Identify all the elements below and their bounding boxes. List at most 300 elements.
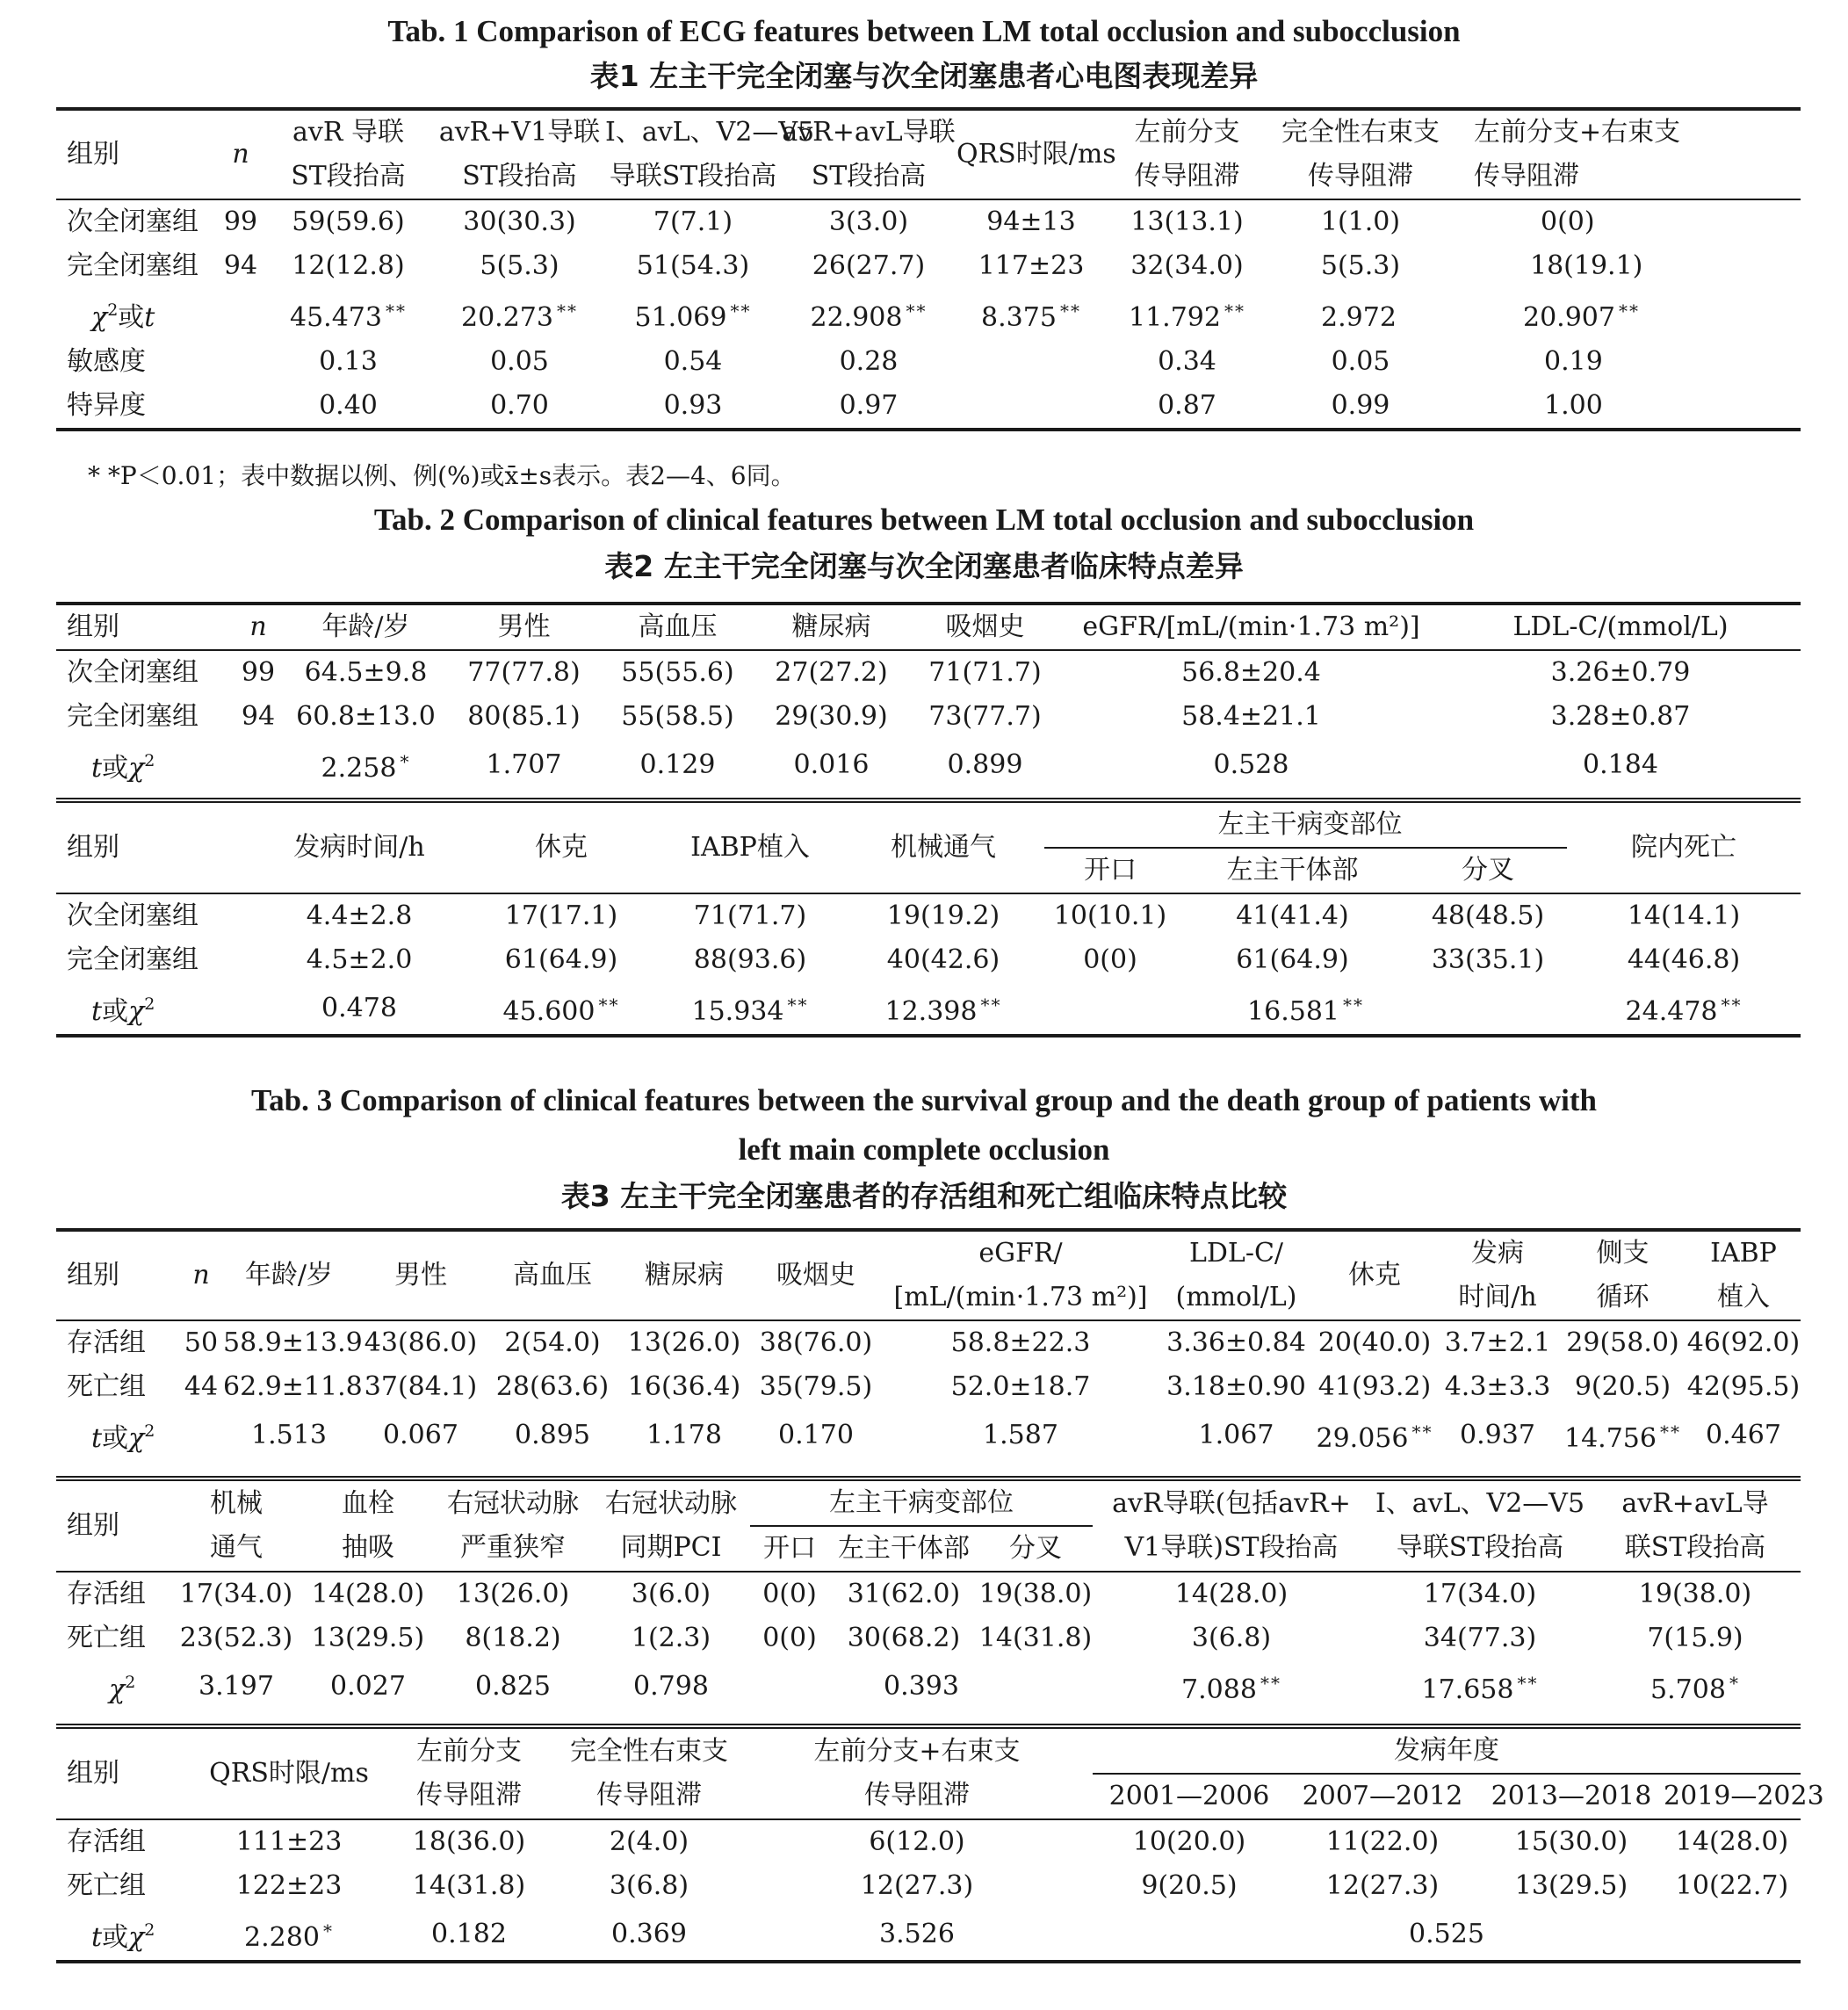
- cell: 9(20.5): [1141, 1870, 1238, 1901]
- header-cell: 男性: [355, 1230, 487, 1320]
- cell: 1.587: [983, 1419, 1058, 1450]
- header-cell: 发病时间/h: [254, 800, 465, 893]
- cell: 0.19: [1544, 346, 1603, 377]
- header-cell: 组别: [56, 800, 254, 893]
- cell: 3(6.0): [631, 1579, 711, 1609]
- row-label: 死亡组: [67, 1623, 146, 1653]
- cell: 0.895: [515, 1419, 590, 1450]
- cell: 17(34.0): [179, 1579, 293, 1609]
- header-cell: 组别: [56, 1230, 179, 1320]
- cell: 58.9±13.9: [223, 1327, 363, 1358]
- cell: 40(42.6): [886, 944, 1000, 975]
- cell: 0(0): [762, 1623, 817, 1653]
- cell: 3.36±0.84: [1166, 1327, 1306, 1358]
- row-label: t或$\chi^2$: [91, 1421, 155, 1454]
- header-cell: 糖尿病: [618, 1230, 750, 1320]
- cell: 0.05: [1331, 346, 1390, 377]
- cell: 2(54.0): [504, 1327, 601, 1358]
- header-cell: 休克: [465, 800, 658, 893]
- cell: 10(10.1): [1053, 900, 1167, 931]
- cell: 1.707: [486, 748, 562, 780]
- cell: 71(71.7): [928, 657, 1042, 688]
- header-cell: LDL-C/ (mmol/L): [1159, 1230, 1313, 1320]
- cell: 5(5.3): [480, 250, 559, 281]
- cell: 1(2.3): [631, 1623, 711, 1653]
- cell: [219, 384, 263, 430]
- cell: 14(31.8): [412, 1870, 526, 1901]
- cell: 10(22.7): [1675, 1870, 1789, 1901]
- row-label: 完全闭塞组: [67, 250, 199, 281]
- cell: 13(26.0): [627, 1327, 741, 1358]
- cell: 64.5±9.8: [304, 657, 428, 688]
- table-row: [56, 384, 1801, 430]
- cell: 44: [184, 1371, 219, 1402]
- cell: 3.197: [199, 1670, 274, 1702]
- header-cell: 分叉: [978, 1526, 1093, 1572]
- cell: 51.069 **: [634, 300, 752, 333]
- cell: 15.934 **: [658, 982, 842, 1036]
- cell: 0.28: [839, 346, 899, 377]
- cell: 7(15.9): [1647, 1623, 1743, 1653]
- cell: 16.581 **: [1044, 982, 1567, 1036]
- cell: 14(28.0): [1675, 1826, 1789, 1857]
- table-row: [56, 244, 1801, 288]
- table3-caption-en-2: left main complete occlusion: [738, 1132, 1110, 1167]
- cell: 111±23: [235, 1826, 343, 1857]
- row-label: 完全闭塞组: [67, 701, 199, 732]
- cell: 8(18.2): [465, 1623, 561, 1653]
- table-row: [56, 199, 1801, 244]
- cell: 15(30.0): [1514, 1826, 1628, 1857]
- header-cell: 血栓 抽吸: [302, 1479, 434, 1572]
- cell: 7(7.1): [653, 206, 733, 237]
- header-cell: eGFR/[mL/(min·1.73 m²)]: [1062, 604, 1440, 650]
- cell: 2(4.0): [609, 1826, 689, 1857]
- cell: 28(63.6): [495, 1371, 610, 1402]
- cell: [179, 1409, 223, 1461]
- cell: 2.258 *: [321, 750, 411, 784]
- cell: 0.129: [639, 748, 716, 780]
- cell: 17.658 **: [1421, 1672, 1539, 1705]
- header-cell: 右冠状动脉 同期PCI: [592, 1479, 750, 1572]
- header-cell: 2007—2012: [1286, 1774, 1479, 1819]
- table-row-stat: [56, 1660, 1801, 1712]
- table1-header-col: Ⅰ、avL、V2—V5 导联ST段抬高: [605, 109, 781, 199]
- cell: 4.3±3.3: [1444, 1371, 1551, 1402]
- cell: 24.478 **: [1567, 982, 1801, 1036]
- cell: 3.26±0.79: [1550, 657, 1691, 688]
- cell: 23(52.3): [179, 1623, 293, 1653]
- cell: 41(93.2): [1317, 1371, 1432, 1402]
- cell: 19(19.2): [886, 900, 1000, 931]
- cell: 30(30.3): [463, 206, 576, 237]
- cell: 0.393: [884, 1670, 959, 1702]
- cell: 44(46.8): [1627, 944, 1741, 975]
- cell: 0.87: [1106, 384, 1268, 430]
- cell: 0(0): [1083, 944, 1137, 975]
- table3-part-c: [56, 1724, 1824, 1963]
- table-row: [56, 938, 1801, 982]
- header-cell: 左前分支+右束支 传导阻滞: [741, 1726, 1093, 1819]
- cell: 0.478: [254, 982, 465, 1036]
- header-cell: 组别: [56, 1479, 170, 1572]
- cell: 0(0): [762, 1579, 817, 1609]
- cell: 3(6.8): [609, 1870, 689, 1901]
- cell: 32(34.0): [1130, 250, 1244, 281]
- header-cell: eGFR/ [mL/(min·1.73 m²)]: [882, 1230, 1159, 1320]
- header-cell: LDL-C/(mmol/L): [1440, 604, 1801, 650]
- table3a-header-row: [56, 1230, 1801, 1320]
- header-cell: n: [179, 1230, 223, 1320]
- cell: 46(92.0): [1686, 1327, 1801, 1358]
- cell: 1.178: [646, 1419, 722, 1450]
- header-cell: IABP 植入: [1686, 1230, 1801, 1320]
- table-row: [56, 340, 1801, 384]
- cell: 55(55.6): [621, 657, 734, 688]
- table3-caption-cn: 表3 左主干完全闭塞患者的存活组和死亡组临床特点比较: [560, 1179, 1288, 1213]
- cell: 52.0±18.7: [950, 1371, 1091, 1402]
- cell: 45.473 **: [290, 300, 407, 333]
- cell: 0.93: [605, 384, 781, 430]
- cell: 7.088 **: [1181, 1672, 1281, 1705]
- table2-caption-cn: 表2 左主干完全闭塞与次全闭塞患者临床特点差异: [604, 549, 1244, 583]
- cell: 0.184: [1583, 748, 1658, 780]
- cell: 0.170: [778, 1419, 854, 1450]
- cell: 9(20.5): [1574, 1371, 1671, 1402]
- cell: 1(1.0): [1320, 206, 1401, 237]
- header-cell: 男性: [447, 604, 601, 650]
- cell: 62.9±11.8: [223, 1371, 363, 1402]
- header-cell: n: [232, 604, 285, 650]
- cell: 19(38.0): [978, 1579, 1093, 1609]
- header-cell: avR+avL导 联ST段抬高: [1590, 1479, 1801, 1572]
- header-cell: 侧支 循环: [1559, 1230, 1686, 1320]
- header-cell: 机械 通气: [170, 1479, 302, 1572]
- row-label: 次全闭塞组: [67, 206, 199, 237]
- header-cell: 2019—2023: [1664, 1774, 1801, 1819]
- table1: [56, 107, 1801, 431]
- header-cell: 高血压: [487, 1230, 618, 1320]
- cell: 34(77.3): [1423, 1623, 1537, 1653]
- table2-caption-en: Tab. 2 Comparison of clinical features between LM total occlusion and subocclusion: [373, 502, 1475, 537]
- cell: 4.5±2.0: [306, 944, 413, 975]
- cell: 0.825: [475, 1670, 551, 1702]
- cell: 51(54.3): [636, 250, 750, 281]
- cell: 14(14.1): [1627, 900, 1741, 931]
- cell: 60.8±13.0: [296, 701, 436, 732]
- cell: 22.908 **: [810, 300, 928, 333]
- cell: 30(68.2): [847, 1623, 961, 1653]
- header-cell: 分叉: [1409, 848, 1567, 893]
- cell: 19(38.0): [1638, 1579, 1752, 1609]
- cell: 5.708 *: [1650, 1672, 1740, 1705]
- header-cell: 开口: [1044, 848, 1176, 893]
- table1-footnote: * *P＜0.01；表中数据以例、例(%)或x̄±s表示。表2—4、6同。: [88, 461, 796, 490]
- table1-caption-cn: 表1 左主干完全闭塞与次全闭塞患者心电图表现差异: [589, 59, 1259, 93]
- table1-header-col: 左前分支 传导阻滞: [1106, 109, 1268, 199]
- header-cell: 发病 时间/h: [1436, 1230, 1559, 1320]
- table2b-header-row: [56, 800, 1801, 848]
- row-label: 敏感度: [67, 346, 146, 377]
- cell: 37(84.1): [364, 1371, 478, 1402]
- cell: 35(79.5): [759, 1371, 873, 1402]
- table-row-stat: [56, 1908, 1801, 1962]
- header-cell: 组别: [56, 604, 232, 650]
- cell: 14(28.0): [1174, 1579, 1289, 1609]
- cell: 0(0): [1541, 206, 1595, 237]
- cell: 17(34.0): [1423, 1579, 1537, 1609]
- cell: 0.40: [263, 384, 434, 430]
- table2-part-b: [56, 798, 1801, 1038]
- table-row: [56, 1320, 1801, 1365]
- cell: 0.525: [1093, 1908, 1801, 1962]
- row-label: 死亡组: [67, 1870, 146, 1901]
- cell: 29.056 **: [1316, 1421, 1433, 1454]
- cell: [232, 739, 285, 791]
- cell: 12(27.3): [860, 1870, 974, 1901]
- cell: 42(95.5): [1686, 1371, 1801, 1402]
- cell: 2.972: [1321, 301, 1397, 333]
- cell: 2.280 *: [197, 1908, 381, 1962]
- cell: 17(17.1): [504, 900, 618, 931]
- cell: 18(36.0): [412, 1826, 526, 1857]
- cell: [219, 340, 263, 384]
- table1-header-n: n: [219, 109, 263, 199]
- header-cell: 机械通气: [842, 800, 1044, 893]
- row-label: 死亡组: [67, 1371, 146, 1402]
- cell: 77(77.8): [467, 657, 581, 688]
- cell: 0.798: [633, 1670, 709, 1702]
- table3c-header-row: [56, 1726, 1801, 1774]
- cell: 73(77.7): [928, 701, 1042, 732]
- cell: 3.18±0.90: [1166, 1371, 1306, 1402]
- row-label: 特异度: [56, 384, 219, 430]
- cell: 13(26.0): [456, 1579, 570, 1609]
- cell: 12(12.8): [292, 250, 405, 281]
- row-label: $\chi^2$: [109, 1673, 136, 1705]
- cell: 99: [241, 657, 276, 688]
- cell: 61(64.9): [504, 944, 618, 975]
- table-row-stat: [56, 1409, 1801, 1461]
- table3-part-a: [56, 1228, 1801, 1461]
- cell: 10(20.0): [1132, 1826, 1246, 1857]
- cell: 99: [223, 206, 258, 237]
- cell: 27(27.2): [775, 657, 888, 688]
- header-cell-span: 左主干病变部位: [1044, 800, 1567, 848]
- cell: 0.13: [319, 346, 378, 377]
- cell: 13(13.1): [1130, 206, 1244, 237]
- header-cell: 年龄/岁: [285, 604, 447, 650]
- table-row: [56, 1616, 1801, 1660]
- table3b-header-row: [56, 1479, 1801, 1526]
- cell: 88(93.6): [693, 944, 807, 975]
- header-cell: IABP植入: [658, 800, 842, 893]
- header-cell: 休克: [1313, 1230, 1436, 1320]
- cell: 6(12.0): [869, 1826, 965, 1857]
- cell: 20(40.0): [1317, 1327, 1432, 1358]
- row-label: 完全闭塞组: [67, 944, 199, 975]
- table1-header-col: 完全性右束支 传导阻滞: [1268, 109, 1453, 199]
- cell: 0.34: [1158, 346, 1216, 377]
- header-cell: 2013—2018: [1479, 1774, 1664, 1819]
- header-cell: 年龄/岁: [223, 1230, 355, 1320]
- header-cell: 糖尿病: [754, 604, 908, 650]
- row-label: t或$\chi^2$: [56, 1908, 197, 1962]
- cell: 12.398 **: [842, 982, 1044, 1036]
- cell: 71(71.7): [693, 900, 807, 931]
- header-cell: 2001—2006: [1093, 1774, 1286, 1819]
- cell: 94: [223, 250, 258, 281]
- cell: 0.016: [793, 748, 870, 780]
- cell: 61(64.9): [1236, 944, 1349, 975]
- cell: 0.369: [557, 1908, 741, 1962]
- table-row: [56, 695, 1801, 739]
- header-cell-span: 发病年度: [1093, 1726, 1801, 1774]
- cell: 18(19.1): [1530, 250, 1643, 281]
- cell: 0.182: [381, 1908, 557, 1962]
- cell: 122±23: [235, 1870, 343, 1901]
- table-row-stat: [56, 288, 1801, 340]
- table1-caption-en: Tab. 1 Comparison of ECG features between LM total occlusion and subocclusion: [387, 14, 1461, 48]
- cell: 4.4±2.8: [306, 900, 413, 931]
- cell: 0.067: [383, 1419, 458, 1450]
- header-cell: 吸烟史: [908, 604, 1062, 650]
- cell: 80(85.1): [467, 701, 581, 732]
- table2-header-row: [56, 604, 1801, 650]
- header-cell: 左主干体部: [1176, 848, 1409, 893]
- cell: 38(76.0): [759, 1327, 873, 1358]
- header-cell: 组别: [56, 1726, 197, 1819]
- cell: 14.756 **: [1564, 1421, 1681, 1454]
- table1-header-group: 组别: [56, 109, 219, 199]
- cell: 0.899: [947, 748, 1023, 780]
- table-row: [56, 1819, 1801, 1864]
- cell: 0.97: [781, 384, 956, 430]
- cell: 5(5.3): [1320, 250, 1401, 281]
- table1-header-col: avR+avL导联 ST段抬高: [781, 109, 956, 199]
- cell: 0.937: [1460, 1419, 1535, 1450]
- header-cell: QRS时限/ms: [197, 1726, 381, 1819]
- table2-part-a: [56, 602, 1801, 791]
- cell: 94±13: [986, 206, 1076, 237]
- cell: 0.05: [490, 346, 549, 377]
- cell: 43(86.0): [364, 1327, 478, 1358]
- cell: 41(41.4): [1236, 900, 1349, 931]
- header-cell: 高血压: [601, 604, 754, 650]
- cell: 117±23: [978, 250, 1085, 281]
- cell: 13(29.5): [1514, 1870, 1628, 1901]
- table-row: [56, 1365, 1801, 1409]
- header-cell: avR导联(包括avR+ V1导联)ST段抬高: [1093, 1479, 1370, 1572]
- row-label: 次全闭塞组: [67, 657, 199, 688]
- header-cell: 完全性右束支 传导阻滞: [557, 1726, 741, 1819]
- table1-header-col: avR+V1导联 ST段抬高: [434, 109, 605, 199]
- cell: 48(48.5): [1431, 900, 1545, 931]
- cell: [956, 340, 1106, 384]
- cell: 1.067: [1198, 1419, 1274, 1450]
- row-label: 存活组: [67, 1327, 146, 1358]
- cell: 13(29.5): [311, 1623, 425, 1653]
- cell: 94: [241, 701, 276, 732]
- cell: 31(62.0): [847, 1579, 961, 1609]
- cell: 3.7±2.1: [1444, 1327, 1551, 1358]
- cell: 58.8±22.3: [950, 1327, 1091, 1358]
- table-row: [56, 893, 1801, 938]
- table1-header-col: 左前分支+右束支 传导阻滞: [1453, 109, 1801, 199]
- cell: 33(35.1): [1431, 944, 1545, 975]
- header-cell-span: 左主干病变部位: [750, 1479, 1093, 1526]
- cell: 3.526: [741, 1908, 1093, 1962]
- cell: 0.467: [1706, 1419, 1781, 1450]
- header-cell: 右冠状动脉 严重狭窄: [434, 1479, 592, 1572]
- cell: 12(27.3): [1325, 1870, 1440, 1901]
- cell: 55(58.5): [621, 701, 734, 732]
- table-row: [56, 1572, 1801, 1616]
- table3-caption-en-1: Tab. 3 Comparison of clinical features between the survival group and the death group of patients with: [250, 1083, 1597, 1117]
- row-label: t或$\chi^2$: [56, 982, 254, 1036]
- cell: 8.375 **: [981, 300, 1081, 333]
- cell: 3(6.8): [1191, 1623, 1272, 1653]
- cell: 1.513: [251, 1419, 327, 1450]
- row-label: 存活组: [67, 1826, 146, 1857]
- table1-header-col: avR 导联 ST段抬高: [263, 109, 434, 199]
- cell: 50: [184, 1327, 219, 1358]
- cell: 3(3.0): [828, 206, 909, 237]
- cell: 29(58.0): [1566, 1327, 1679, 1358]
- header-cell: 院内死亡: [1567, 800, 1801, 893]
- cell: 1.00: [1453, 384, 1801, 430]
- table1-header-col: QRS时限/ms: [956, 109, 1106, 199]
- cell: 0.70: [434, 384, 605, 430]
- cell: 11.792 **: [1129, 300, 1245, 333]
- cell: 14(28.0): [311, 1579, 425, 1609]
- cell: 0.99: [1268, 384, 1453, 430]
- row-label: t或$\chi^2$: [91, 751, 155, 784]
- header-cell: 左主干体部: [829, 1526, 978, 1572]
- cell: 58.4±21.1: [1181, 701, 1321, 732]
- cell: 14(31.8): [978, 1623, 1093, 1653]
- cell: 56.8±20.4: [1181, 657, 1321, 688]
- cell: 26(27.7): [812, 250, 926, 281]
- table-row-stat: [56, 739, 1801, 791]
- table1-header-row: [56, 109, 1801, 199]
- cell: 0.027: [330, 1670, 406, 1702]
- row-label: 次全闭塞组: [67, 900, 199, 931]
- header-cell: Ⅰ、avL、V2—V5 导联ST段抬高: [1370, 1479, 1590, 1572]
- cell: 20.273 **: [461, 300, 578, 333]
- header-cell: 开口: [750, 1526, 829, 1572]
- cell: 20.907 **: [1523, 300, 1640, 333]
- header-cell: 左前分支 传导阻滞: [381, 1726, 557, 1819]
- cell: 3.28±0.87: [1550, 701, 1691, 732]
- cell: 59(59.6): [292, 206, 405, 237]
- cell: 0.54: [663, 346, 723, 377]
- cell: 0.528: [1213, 748, 1289, 780]
- row-label: $\chi^2$或t: [91, 300, 155, 333]
- cell: 29(30.9): [775, 701, 888, 732]
- cell: [956, 384, 1106, 430]
- table-row: [56, 1864, 1801, 1908]
- row-label: 存活组: [67, 1579, 146, 1609]
- cell: 11(22.0): [1325, 1826, 1440, 1857]
- header-cell: 吸烟史: [750, 1230, 882, 1320]
- table-row-stat: [56, 982, 1801, 1036]
- cell: 45.600 **: [465, 982, 658, 1036]
- cell: 16(36.4): [627, 1371, 741, 1402]
- cell: [219, 288, 263, 340]
- table3-part-b: [56, 1476, 1801, 1712]
- table-row: [56, 650, 1801, 695]
